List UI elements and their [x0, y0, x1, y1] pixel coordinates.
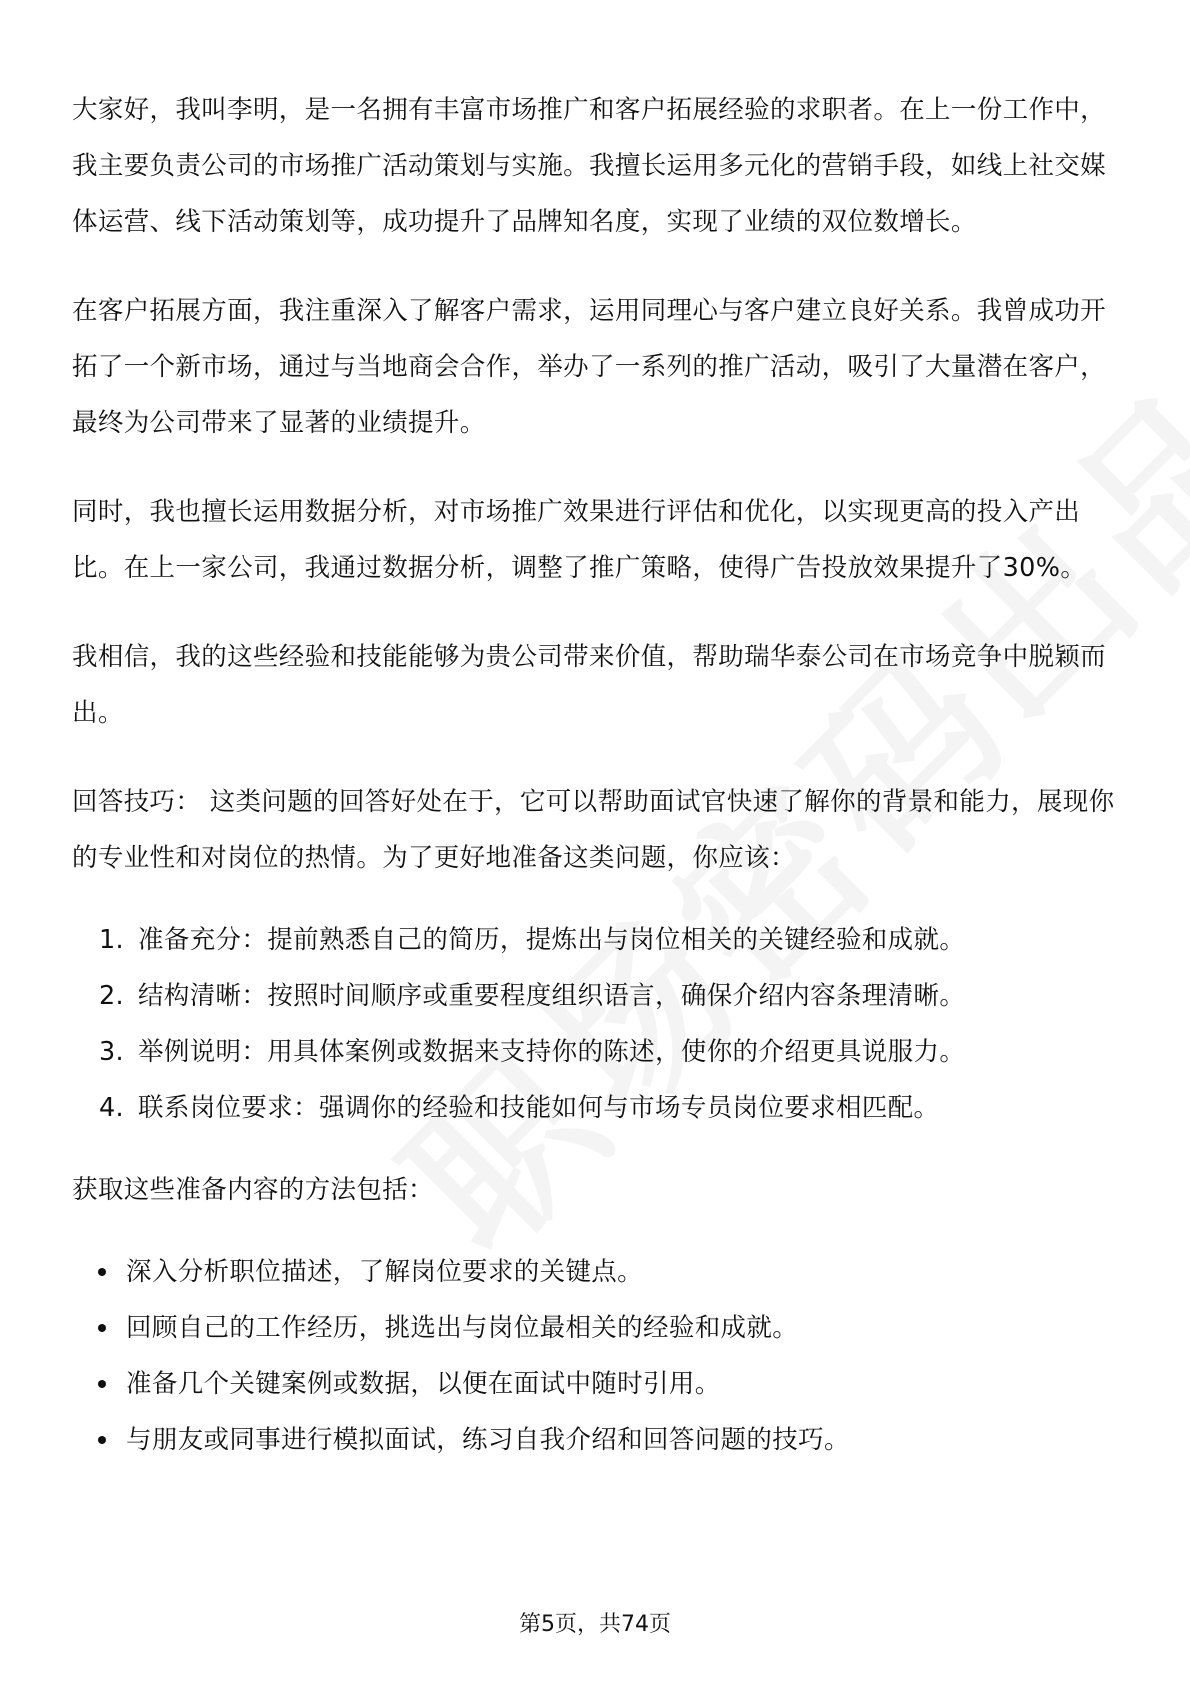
methods-list [72, 1244, 1118, 1468]
list-item [72, 1412, 1118, 1468]
tips-list [72, 912, 1118, 1136]
list-item-text: 回顾自己的工作经历，挑选出与岗位最相关的经验和成就。 [126, 1313, 799, 1343]
list-number: 2. [98, 981, 124, 1011]
list-item [72, 968, 1118, 1024]
intro-paragraph-4: 我相信，我的这些经验和技能能够为贵公司带来价值，帮助瑞华泰公司在市场竞争中脱颖而出。 [72, 642, 1107, 728]
content-body [72, 82, 1118, 1468]
list-item-text: 准备充分：提前熟悉自己的简历，提炼出与岗位相关的关键经验和成就。 [138, 925, 966, 955]
list-item [72, 1300, 1118, 1356]
list-item-text: 准备几个关键案例或数据，以便在面试中随时引用。 [126, 1369, 721, 1399]
list-item [72, 1244, 1118, 1300]
list-item [72, 912, 1118, 968]
list-item [72, 1024, 1118, 1080]
tips-intro: 回答技巧： 这类问题的回答好处在于，它可以帮助面试官快速了解你的背景和能力，展现你的专业性和对岗位的热情。为了更好地准备这类问题，你应该： [72, 787, 1115, 873]
list-item-text: 深入分析职位描述，了解岗位要求的关键点。 [126, 1257, 644, 1287]
list-item-text: 举例说明：用具体案例或数据来支持你的陈述，使你的介绍更具说服力。 [138, 1037, 966, 1067]
list-number: 4. [98, 1093, 124, 1123]
intro-paragraph-2: 在客户拓展方面，我注重深入了解客户需求，运用同理心与客户建立良好关系。我曾成功开拓了一个新市场，通过与当地商会合作，举办了一系列的推广活动，吸引了大量潜在客户，最终为公司带来了显著的业绩提升。 [72, 296, 1107, 438]
list-item [72, 1080, 1118, 1136]
list-item-text: 结构清晰：按照时间顺序或重要程度组织语言，确保介绍内容条理清晰。 [138, 981, 966, 1011]
page-number-footer: 第5页，共74页 [519, 1612, 671, 1637]
bullet-icon [98, 1324, 106, 1332]
list-item-text: 联系岗位要求：强调你的经验和技能如何与市场专员岗位要求相匹配。 [138, 1093, 940, 1123]
list-number: 1. [98, 925, 124, 955]
list-number: 3. [98, 1037, 124, 1067]
list-item [72, 1356, 1118, 1412]
list-item-text: 与朋友或同事进行模拟面试，练习自我介绍和回答问题的技巧。 [126, 1425, 850, 1455]
methods-intro: 获取这些准备内容的方法包括： [72, 1175, 434, 1205]
bullet-icon [98, 1380, 106, 1388]
intro-paragraph-3: 同时，我也擅长运用数据分析，对市场推广效果进行评估和优化，以实现更高的投入产出比。在上一家公司，我通过数据分析，调整了推广策略，使得广告投放效果提升了30%。 [72, 497, 1087, 583]
intro-paragraph-1: 大家好，我叫李明，是一名拥有丰富市场推广和客户拓展经验的求职者。在上一份工作中，我主要负责公司的市场推广活动策划与实施。我擅长运用多元化的营销手段，如线上社交媒体运营、线下活动策划等，成功提升了品牌知名度，实现了业绩的双位数增长。 [72, 95, 1107, 237]
bullet-icon [98, 1436, 106, 1444]
bullet-icon [98, 1268, 106, 1276]
